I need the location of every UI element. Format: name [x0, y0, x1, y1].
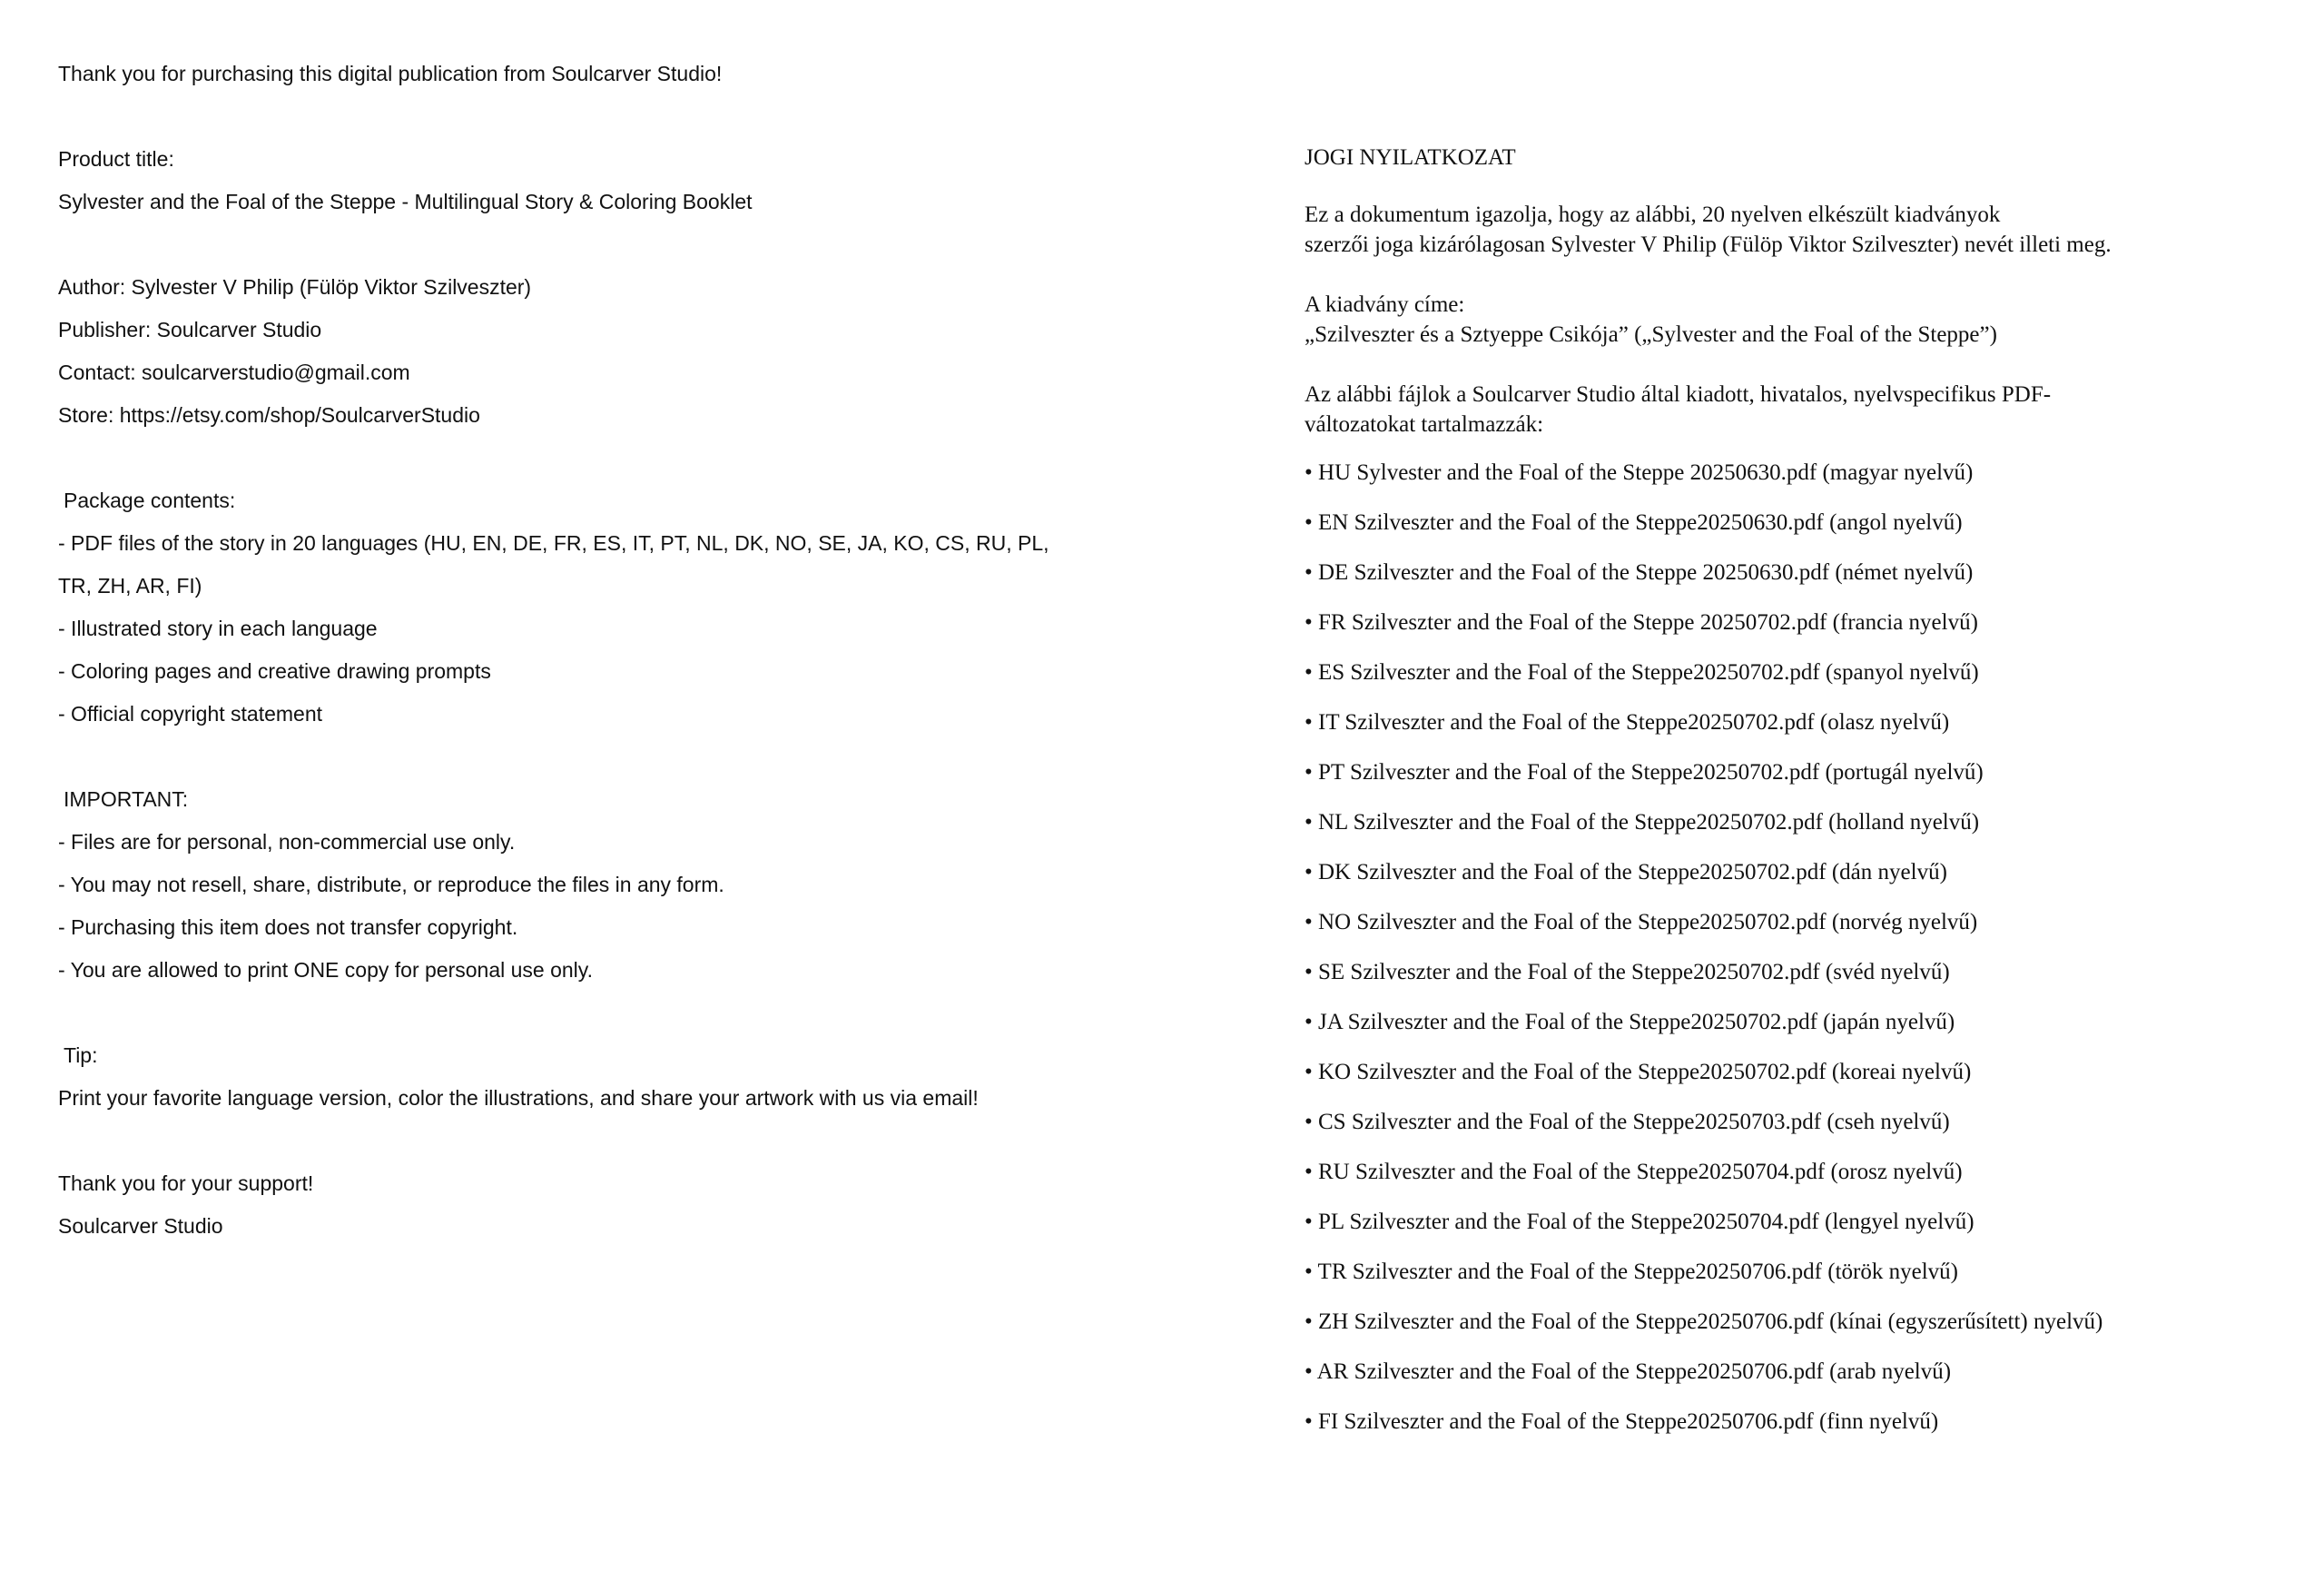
store-line: Store: https://etsy.com/shop/SoulcarverStudio	[58, 403, 480, 427]
important-item: - You may not resell, share, distribute, or reproduce the files in any form.	[58, 873, 724, 896]
file-item: • AR Szilveszter and the Foal of the Steppe20250706.pdf (arab nyelvű)	[1305, 1359, 1952, 1384]
tip-heading: Tip:	[64, 1043, 98, 1067]
important-item: - Files are for personal, non-commercial use only.	[58, 830, 516, 854]
file-item: • SE Szilveszter and the Foal of the Steppe20250702.pdf (svéd nyelvű)	[1305, 960, 1950, 984]
closing-thanks: Thank you for your support!	[58, 1171, 314, 1195]
intro-paragraph	[1305, 200, 2303, 260]
file-item: • RU Szilveszter and the Foal of the Steppe20250704.pdf (orosz nyelvű)	[1305, 1160, 1963, 1184]
file-item: • TR Szilveszter and the Foal of the Steppe20250706.pdf (török nyelvű)	[1305, 1260, 1958, 1284]
file-item: • DK Szilveszter and the Foal of the Steppe20250702.pdf (dán nyelvű)	[1305, 860, 1947, 884]
author-line: Author: Sylvester V Philip (Fülöp Viktor Szilveszter)	[58, 275, 532, 299]
file-item: • NO Szilveszter and the Foal of the Steppe20250702.pdf (norvég nyelvű)	[1305, 910, 1978, 934]
files-intro-line: változatokat tartalmazzák:	[1305, 412, 1544, 437]
file-item: • PT Szilveszter and the Foal of the Steppe20250702.pdf (portugál nyelvű)	[1305, 760, 1984, 785]
thanks-line: Thank you for purchasing this digital publication from Soulcarver Studio!	[58, 62, 723, 85]
package-item: - PDF files of the story in 20 languages (HU, EN, DE, FR, ES, IT, PT, NL, DK, NO, SE, JA, KO, CS, RU, PL,	[58, 531, 1049, 555]
package-item: - Coloring pages and creative drawing prompts	[58, 659, 491, 683]
package-item: - Official copyright statement	[58, 702, 323, 726]
file-item: • FI Szilveszter and the Foal of the Steppe20250706.pdf (finn nyelvű)	[1305, 1409, 1939, 1434]
spacer	[58, 1125, 1193, 1168]
file-item: • IT Szilveszter and the Foal of the Steppe20250702.pdf (olasz nyelvű)	[1305, 710, 1950, 735]
intro-line: szerzői joga kizárólagosan Sylvester V Philip (Fülöp Viktor Szilveszter) nevét illeti meg.	[1305, 232, 2112, 257]
title-value: „Szilveszter és a Sztyeppe Csikója” („Sylvester and the Foal of the Steppe”)	[1305, 322, 1997, 347]
file-item: • PL Szilveszter and the Foal of the Steppe20250704.pdf (lengyel nyelvű)	[1305, 1210, 1974, 1234]
legal-statement-column	[1305, 140, 2303, 1457]
package-item: TR, ZH, AR, FI)	[58, 574, 202, 598]
file-item: • HU Sylvester and the Foal of the Steppe 20250630.pdf (magyar nyelvű)	[1305, 460, 1974, 485]
important-item: - You are allowed to print ONE copy for personal use only.	[58, 958, 593, 982]
spacer	[58, 741, 1193, 784]
file-item: • NL Szilveszter and the Foal of the Steppe20250702.pdf (holland nyelvű)	[1305, 810, 1980, 835]
product-title-label: Product title:	[58, 147, 174, 171]
spacer	[58, 101, 1193, 143]
closing-signature: Soulcarver Studio	[58, 1214, 223, 1238]
title-label: A kiadvány címe:	[1305, 292, 1465, 317]
important-item: - Purchasing this item does not transfer copyright.	[58, 915, 518, 939]
publisher-line: Publisher: Soulcarver Studio	[58, 318, 322, 341]
legal-heading: JOGI NYILATKOZAT	[1305, 145, 1516, 170]
file-item: • ES Szilveszter and the Foal of the Steppe20250702.pdf (spanyol nyelvű)	[1305, 660, 1979, 685]
file-item: • KO Szilveszter and the Foal of the Steppe20250702.pdf (koreai nyelvű)	[1305, 1060, 1972, 1084]
file-item: • FR Szilveszter and the Foal of the Steppe 20250702.pdf (francia nyelvű)	[1305, 610, 1978, 635]
package-item: - Illustrated story in each language	[58, 617, 378, 640]
product-title: Sylvester and the Foal of the Steppe - Multilingual Story & Coloring Booklet	[58, 190, 753, 213]
contact-line: Contact: soulcarverstudio@gmail.com	[58, 361, 410, 384]
intro-line: Ez a dokumentum igazolja, hogy az alábbi, 20 nyelven elkészült kiadványok	[1305, 203, 2001, 227]
important-heading: IMPORTANT:	[64, 787, 189, 811]
file-item: • CS Szilveszter and the Foal of the Steppe20250703.pdf (cseh nyelvű)	[1305, 1110, 1950, 1134]
file-item: • ZH Szilveszter and the Foal of the Steppe20250706.pdf (kínai (egyszerűsített) nyelvű)	[1305, 1309, 2103, 1334]
package-heading: Package contents:	[64, 489, 236, 512]
files-intro-line: Az alábbi fájlok a Soulcarver Studio által kiadott, hivatalos, nyelvspecifikus PDF-	[1305, 382, 2052, 407]
spacer	[58, 442, 1193, 485]
file-item: • DE Szilveszter and the Foal of the Steppe 20250630.pdf (német nyelvű)	[1305, 560, 1974, 585]
file-item: • EN Szilveszter and the Foal of the Steppe20250630.pdf (angol nyelvű)	[1305, 510, 1963, 535]
product-info-column	[58, 58, 1193, 1253]
file-list	[1305, 458, 2303, 1457]
spacer	[58, 229, 1193, 272]
files-intro-paragraph	[1305, 380, 2303, 440]
tip-text: Print your favorite language version, color the illustrations, and share your artwork with us via email!	[58, 1086, 979, 1110]
title-paragraph	[1305, 290, 2303, 350]
spacer	[58, 997, 1193, 1040]
file-item: • JA Szilveszter and the Foal of the Steppe20250702.pdf (japán nyelvű)	[1305, 1010, 1955, 1034]
